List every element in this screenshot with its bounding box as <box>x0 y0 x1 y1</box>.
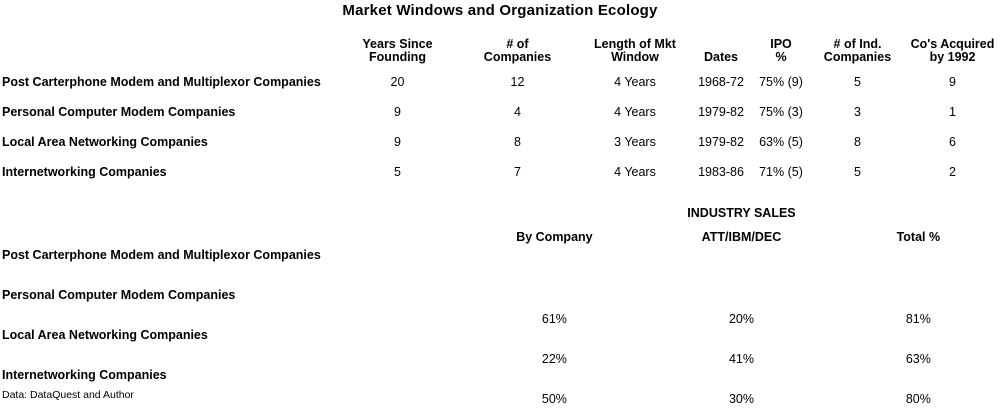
header-row <box>0 222 1000 248</box>
table-header <box>0 38 1000 67</box>
cell-num-companies: 12 <box>510 75 525 89</box>
group-header-blank-3 <box>837 202 1000 222</box>
table-row <box>0 67 1000 97</box>
column-header-att-ibm-dec: ATT/IBM/DEC <box>701 230 782 244</box>
cell-ipo-pct: 75% (9) <box>759 75 803 89</box>
table-header <box>0 202 1000 248</box>
column-header-dates <box>690 38 752 67</box>
industry-sales-table <box>0 202 1000 408</box>
header-line-1: Length of Mkt <box>594 37 676 51</box>
cell-ipo-pct: 63% (5) <box>759 135 803 149</box>
cell-independent-companies: 3 <box>854 105 861 119</box>
row-label: Internetworking Companies <box>2 368 167 382</box>
header-line-2: Companies <box>483 50 552 64</box>
cell-total-pct: 80% <box>905 392 931 406</box>
column-header-by-company: By Company <box>516 230 593 244</box>
column-header-blank <box>0 38 340 67</box>
header-line-1: IPO <box>770 37 792 51</box>
row-label: Post Carterphone Modem and Multiplexor Companies <box>2 75 321 89</box>
header-line-2: by 1992 <box>929 50 976 64</box>
cell-att-ibm-dec: 30% <box>728 392 754 406</box>
column-header-ipo-pct <box>752 38 810 67</box>
cell-acquired-by-1992: 2 <box>949 165 956 179</box>
cell-independent-companies: 8 <box>854 135 861 149</box>
cell-by-company: 50% <box>541 392 567 406</box>
header-line-2: Companies <box>823 50 892 64</box>
row-label: Internetworking Companies <box>2 165 167 179</box>
header-line-2: Founding <box>369 50 426 64</box>
page-title: Market Windows and Organization Ecology <box>342 2 658 19</box>
column-header-blank <box>0 222 463 248</box>
cell-ipo-pct: 75% (3) <box>759 105 803 119</box>
market-windows-table <box>0 38 1000 187</box>
cell-acquired-by-1992: 6 <box>949 135 956 149</box>
header-line-2: Window <box>611 50 659 64</box>
cell-market-window: 4 Years <box>614 75 656 89</box>
cell-dates: 1979-82 <box>698 135 744 149</box>
row-label: Local Area Networking Companies <box>2 135 208 149</box>
column-header-years-since-founding <box>340 38 455 67</box>
cell-market-window: 3 Years <box>614 135 656 149</box>
cell-by-company: 22% <box>541 352 567 366</box>
cell-total-pct: 81% <box>905 312 931 326</box>
header-line-2: % <box>775 50 787 64</box>
source-note: Data: DataQuest and Author <box>2 389 134 401</box>
row-label: Personal Computer Modem Companies <box>2 288 236 302</box>
row-label: Post Carterphone Modem and Multiplexor Companies <box>2 248 321 262</box>
cell-years-since-founding: 9 <box>394 105 401 119</box>
column-header-num-companies <box>455 38 580 67</box>
cell-total-pct <box>837 248 1000 288</box>
column-header-independent-companies <box>810 38 905 67</box>
table-row <box>0 127 1000 157</box>
row-label: Personal Computer Modem Companies <box>2 105 236 119</box>
cell-dates: 1979-82 <box>698 105 744 119</box>
header-line-1: Years Since <box>362 37 433 51</box>
cell-att-ibm-dec: 20% <box>728 312 754 326</box>
cell-num-companies: 7 <box>514 165 521 179</box>
table-row <box>0 248 1000 288</box>
group-header-blank <box>0 202 463 222</box>
table-body <box>0 67 1000 187</box>
cell-by-company <box>463 248 647 288</box>
table-row <box>0 157 1000 187</box>
cell-independent-companies: 5 <box>854 75 861 89</box>
row-label: Local Area Networking Companies <box>2 328 208 342</box>
cell-market-window: 4 Years <box>614 165 656 179</box>
header-line-1: Co's Acquired <box>910 37 995 51</box>
cell-att-ibm-dec: 41% <box>728 352 754 366</box>
cell-independent-companies: 5 <box>854 165 861 179</box>
cell-by-company: 61% <box>541 312 567 326</box>
cell-years-since-founding: 5 <box>394 165 401 179</box>
cell-dates: 1983-86 <box>698 165 744 179</box>
table-row <box>0 97 1000 127</box>
column-header-market-window <box>580 38 690 67</box>
group-header-industry-sales: INDUSTRY SALES <box>687 206 796 220</box>
cell-total-pct: 63% <box>905 352 931 366</box>
cell-num-companies: 4 <box>514 105 521 119</box>
column-header-acquired-by-1992 <box>905 38 1000 67</box>
cell-acquired-by-1992: 1 <box>949 105 956 119</box>
cell-ipo-pct: 71% (5) <box>759 165 803 179</box>
cell-years-since-founding: 20 <box>390 75 405 89</box>
cell-years-since-founding: 9 <box>394 135 401 149</box>
header-line-1: # of Ind. <box>833 37 882 51</box>
header-line-1: # of <box>506 37 529 51</box>
cell-dates: 1968-72 <box>698 75 744 89</box>
group-header-row <box>0 202 1000 222</box>
table-row <box>0 288 1000 328</box>
cell-acquired-by-1992: 9 <box>949 75 956 89</box>
header-row <box>0 38 1000 67</box>
table-row <box>0 328 1000 368</box>
column-header-total-pct: Total % <box>896 230 941 244</box>
table-row <box>0 368 1000 408</box>
cell-market-window: 4 Years <box>614 105 656 119</box>
cell-att-ibm-dec <box>646 248 836 288</box>
cell-num-companies: 8 <box>514 135 521 149</box>
table-body <box>0 248 1000 408</box>
header-line-1: Dates <box>703 50 739 64</box>
group-header-blank-2 <box>463 202 647 222</box>
